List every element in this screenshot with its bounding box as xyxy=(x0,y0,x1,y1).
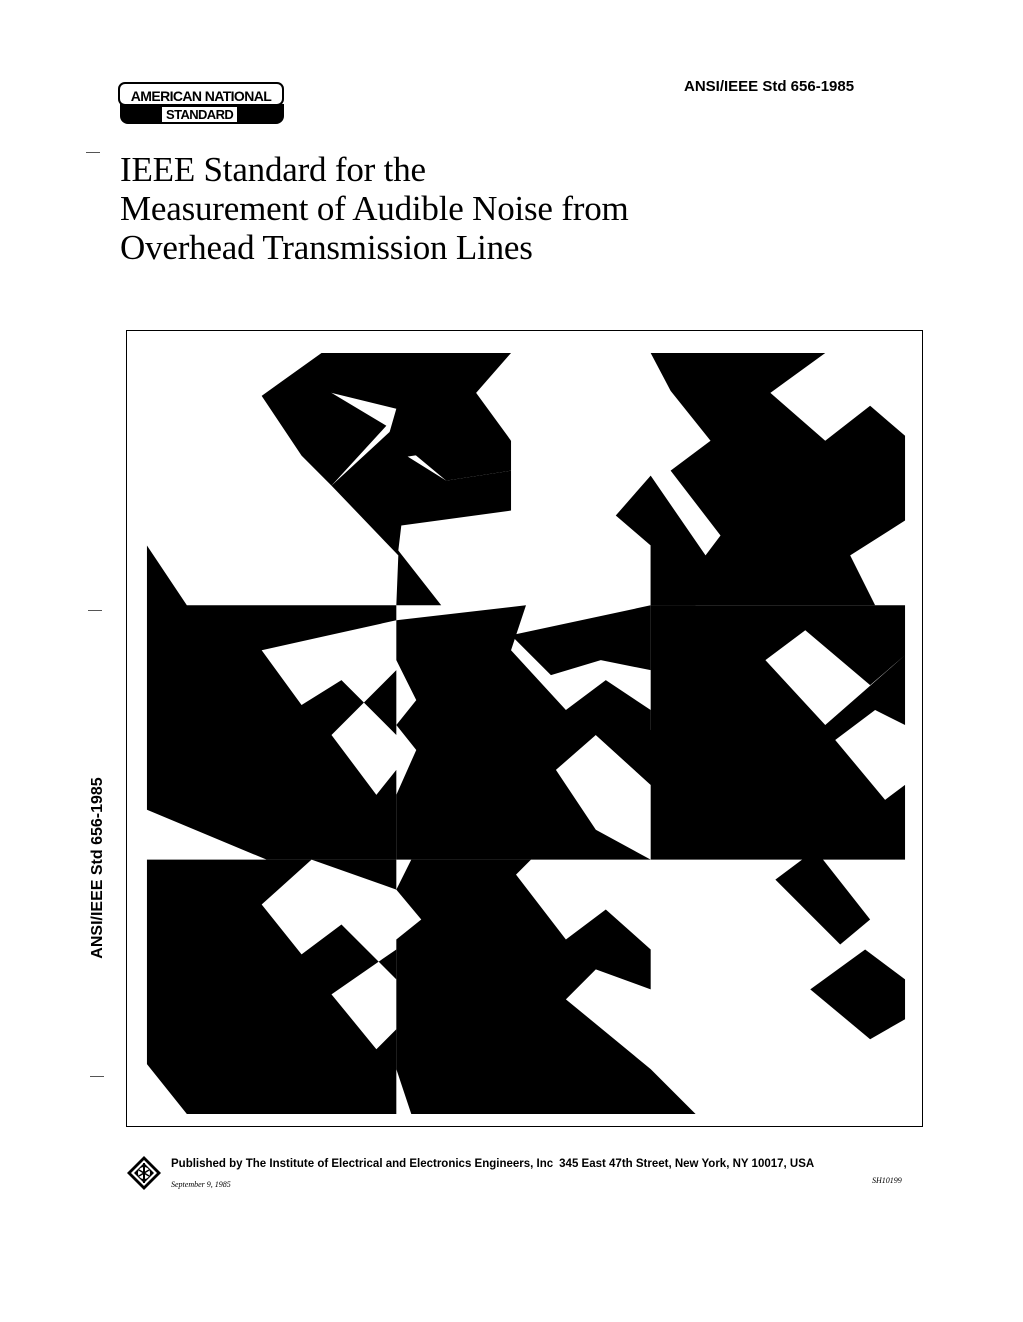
cover-artwork xyxy=(126,330,923,1127)
publication-code: SH10199 xyxy=(872,1176,902,1185)
publisher-line xyxy=(171,1158,814,1170)
american-national-standard-logo xyxy=(118,82,286,126)
document-title xyxy=(120,150,800,267)
title-line-1: IEEE Standard for the xyxy=(120,150,426,189)
title-line-3: Overhead Transmission Lines xyxy=(120,228,533,267)
standard-number: ANSI/IEEE Std 656-1985 xyxy=(684,78,855,95)
margin-tick xyxy=(86,152,100,153)
ieee-diamond-logo-icon xyxy=(126,1155,162,1191)
spine-standard-number: ANSI/IEEE Std 656-1985 xyxy=(89,777,106,959)
margin-tick xyxy=(88,610,102,611)
publication-date: September 9, 1985 xyxy=(171,1180,231,1189)
logo-line-1: AMERICAN NATIONAL xyxy=(118,82,284,106)
publisher-name: Published by The Institute of Electrical and Electronics Engineers, Inc xyxy=(171,1158,554,1170)
title-line-2: Measurement of Audible Noise from xyxy=(120,189,629,228)
publisher-address: 345 East 47th Street, New York, NY 10017, USA xyxy=(559,1158,815,1170)
margin-tick xyxy=(90,1076,104,1077)
geometric-pattern xyxy=(127,331,922,1126)
logo-line-2: STANDARD xyxy=(162,107,237,122)
